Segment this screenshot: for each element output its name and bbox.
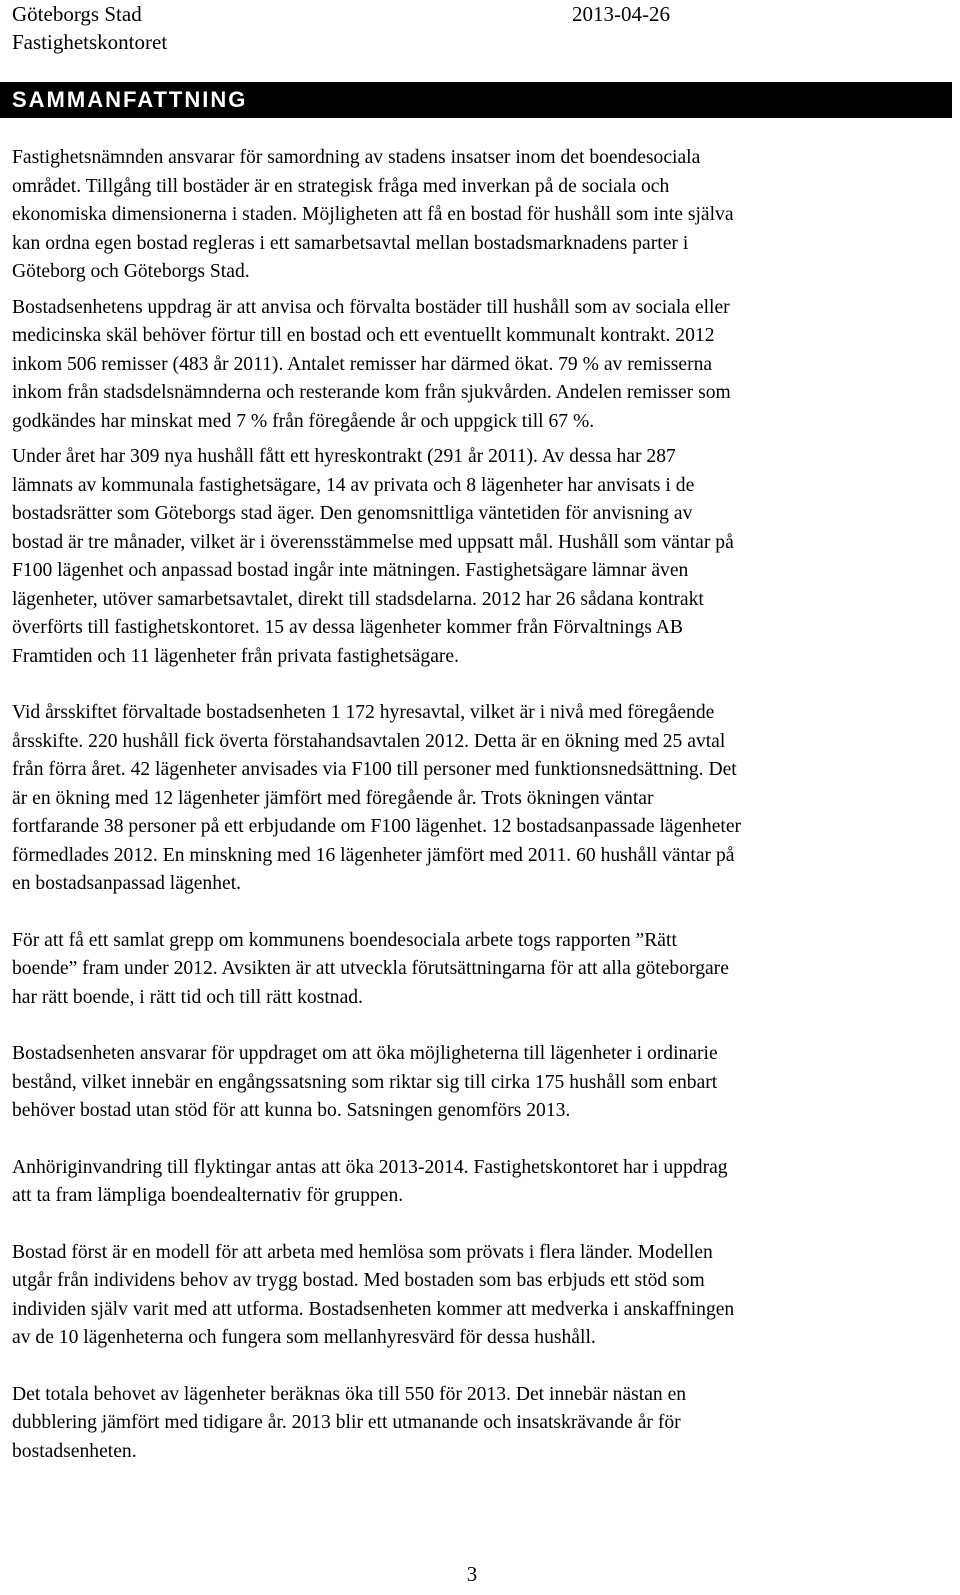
page-number: 3 <box>466 1562 478 1586</box>
header-right <box>572 0 670 28</box>
text-line: inkom 506 remisser (483 år 2011). Antalet remisser har därmed ökat. 79 % av remisserna <box>12 353 713 375</box>
paragraph-8 <box>12 1239 952 1353</box>
text-line: Bostadsenhetens uppdrag är att anvisa och förvalta bostäder till hushåll som av sociala eller <box>12 296 730 318</box>
text-line: fortfarande 38 personer på ett erbjudande om F100 lägenhet. 12 bostadsanpassade lägenheter <box>12 816 742 837</box>
text-line: dubblering jämfört med tidigare år. 2013 blir ett utmanande och insatskrävande år för <box>12 1412 681 1433</box>
paragraph-1 <box>12 144 952 287</box>
text-line: Göteborg och Göteborgs Stad. <box>12 261 250 282</box>
header-date: 2013-04-26 <box>572 2 670 26</box>
header-left <box>12 0 167 56</box>
paragraph-4 <box>12 699 952 899</box>
text-line: medicinska skäl behöver förtur till en bostad och ett eventuellt kommunalt kontrakt. 2012 <box>12 325 715 346</box>
text-line: inkom från stadsdelsnämnderna och resterande kom från sjukvården. Andelen remisser som <box>12 382 731 403</box>
text-line: bostadsenheten. <box>12 1440 137 1462</box>
text-line: F100 lägenhet och anpassad bostad ingår inte mätningen. Fastighetsägare lämnar även <box>12 560 689 581</box>
section-title: SAMMANFATTNING <box>12 87 248 112</box>
text-line: kan ordna egen bostad regleras i ett samarbetsavtal mellan bostadsmarknadens parter i <box>12 232 689 254</box>
text-line: är en ökning med 12 lägenheter jämfört med föregående år. Trots ökningen väntar <box>12 787 654 809</box>
text-line: Framtiden och 11 lägenheter från privata fastighetsägare. <box>12 645 460 667</box>
text-line: Det totala behovet av lägenheter beräknas öka till 550 för 2013. Det innebär nästan en <box>12 1383 687 1405</box>
text-line: behöver bostad utan stöd för att kunna bo. Satsningen genomförs 2013. <box>12 1100 571 1121</box>
text-line: Vid årsskiftet förvaltade bostadsenheten 1 172 hyresavtal, vilket är i nivå med föregående <box>12 702 715 723</box>
text-line: Anhöriginvandring till flyktingar antas att öka 2013-2014. Fastighetskontoret har i uppdrag <box>12 1156 728 1178</box>
text-line: området. Tillgång till bostäder är en strategisk fråga med inverkan på de sociala och <box>12 175 670 197</box>
text-line: utgår från individens behov av trygg bostad. Med bostaden som bas erbjuds ett stöd som <box>12 1270 705 1291</box>
text-line: bostadsrätter som Göteborgs stad äger. Den genomsnittliga väntetiden för anvisning av <box>12 503 693 524</box>
text-line: bostad är tre månader, vilket är i överensstämmelse med uppsatt mål. Hushåll som väntar på <box>12 531 734 553</box>
paragraph-2 <box>12 294 952 437</box>
text-line: godkändes har minskat med 7 % från föregående år och uppgick till 67 %. <box>12 410 595 432</box>
text-line: överförts till fastighetskontoret. 15 av dessa lägenheter kommer från Förvaltnings AB <box>12 617 683 638</box>
text-line: lämnats av kommunala fastighetsägare, 14 av privata och 8 lägenheter har anvisats i de <box>12 474 695 496</box>
text-line: förmedlades 2012. En minskning med 16 lägenheter jämfört med 2011. 60 hushåll väntar på <box>12 844 735 866</box>
text-line: Bostadsenheten ansvarar för uppdraget om att öka möjligheterna till lägenheter i ordinarie <box>12 1043 718 1064</box>
text-line: av de 10 lägenheterna och fungera som mellanhyresvärd för dessa hushåll. <box>12 1327 596 1348</box>
paragraph-6 <box>12 1040 952 1126</box>
text-line: ekonomiska dimensionerna i staden. Möjligheten att få en bostad för hushåll som inte själva <box>12 204 734 225</box>
text-line: lägenheter, utöver samarbetsavtalet, direkt till stadsdelarna. 2012 har 26 sådana kontrakt <box>12 588 704 610</box>
paragraph-7 <box>12 1154 952 1211</box>
header-org: Göteborgs Stad <box>12 2 142 26</box>
text-line: årsskifte. 220 hushåll fick överta förstahandsavtalen 2012. Detta är en ökning med 25 avtal <box>12 730 726 752</box>
text-line: från förra året. 42 lägenheter anvisades via F100 till personer med funktionsnedsättning. Det <box>12 759 737 780</box>
text-line: Under året har 309 nya hushåll fått ett hyreskontrakt (291 år 2011). Av dessa har 287 <box>12 446 676 467</box>
text-line: boende” fram under 2012. Avsikten är att utveckla förutsättningarna för att alla göteborgare <box>12 958 729 979</box>
section-banner <box>0 82 952 118</box>
document-body <box>12 144 952 1466</box>
paragraph-3 <box>12 443 952 671</box>
text-line: har rätt boende, i rätt tid och till rätt kostnad. <box>12 986 363 1008</box>
text-line: Fastighetsnämnden ansvarar för samordning av stadens insatser inom det boendesociala <box>12 147 701 168</box>
text-line: individen själv varit med att utforma. Bostadsenheten kommer att medverka i anskaffningen <box>12 1298 735 1320</box>
text-line: att ta fram lämpliga boendealternativ för gruppen. <box>12 1185 404 1206</box>
paragraph-5 <box>12 927 952 1013</box>
text-line: en bostadsanpassad lägenhet. <box>12 873 242 894</box>
text-line: bestånd, vilket innebär en engångssatsning som riktar sig till cirka 175 hushåll som enbart <box>12 1071 718 1093</box>
text-line: Bostad först är en modell för att arbeta med hemlösa som prövats i flera länder. Modellen <box>12 1241 713 1263</box>
text-line: För att få ett samlat grepp om kommunens boendesociala arbete togs rapporten ”Rätt <box>12 929 677 951</box>
paragraph-9 <box>12 1381 952 1467</box>
header-department: Fastighetskontoret <box>12 30 168 54</box>
